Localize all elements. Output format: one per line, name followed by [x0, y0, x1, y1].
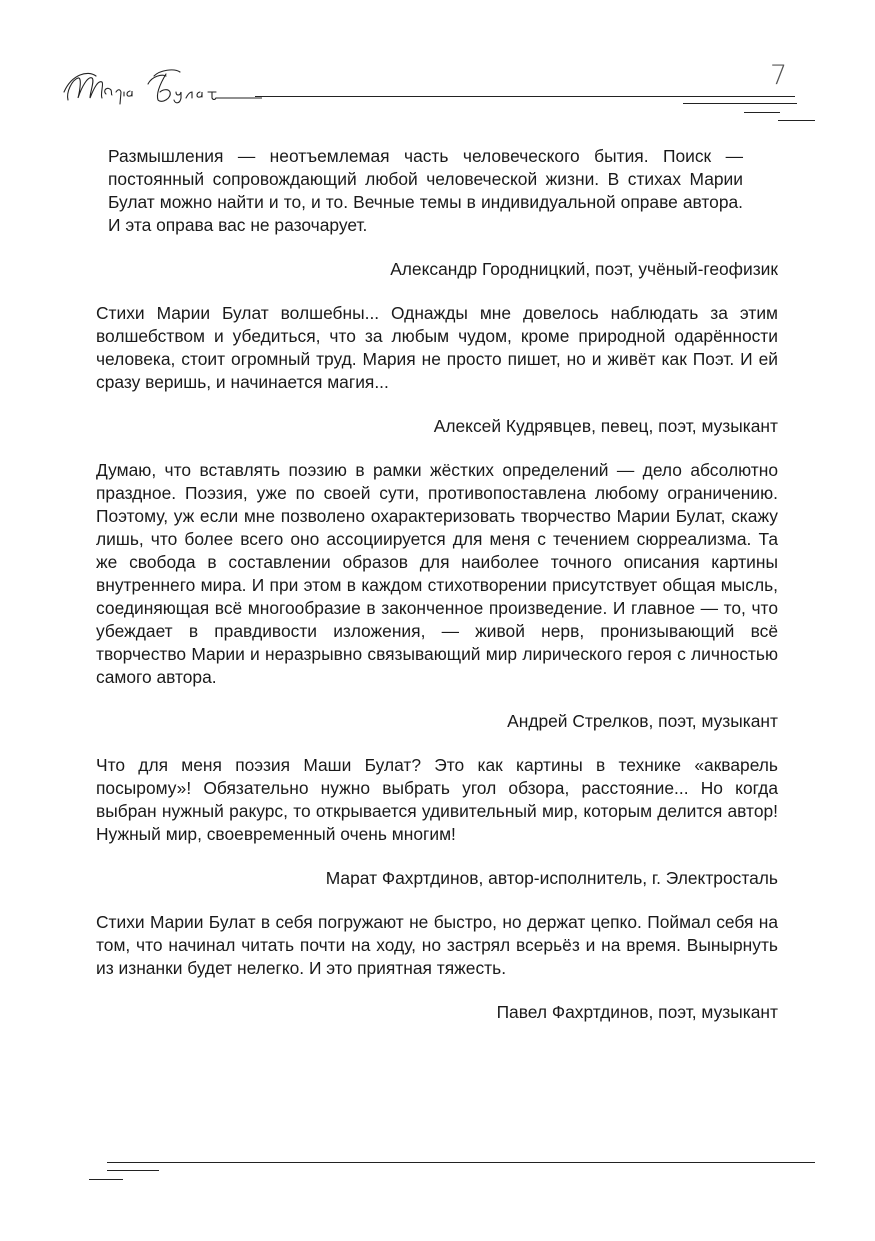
review-item	[96, 754, 778, 890]
header-rule-accent-2	[744, 112, 780, 113]
header-rule-accent-3	[778, 120, 815, 121]
reviews-section	[96, 145, 778, 1024]
author-signature-logo	[62, 62, 262, 110]
page-number: 7	[770, 60, 788, 91]
review-item	[96, 145, 778, 281]
review-text: Думаю, что вставлять поэзию в рамки жёстких определений — дело абсолютно праздное. Поэзия, уже по своей сути, противопоставлена любому ограничению. Поэтому, уж если мне позволено охарактеризовать творчество Марии Булат, скажу лишь, что более всего оно ассоциируется для меня с течением сюрреализма. Та же свобода в составлении образов для наиболее точного описания картины внутреннего мира. И при этом в каждом стихотворении присутствует общая мысль, соединяющая всё многообразие в законченное произведение. И главное — то, что убеждает в правдивости изложения, — живой нерв, пронизывающий всё творчество Марии и неразрывно связывающий мир лирического героя с личностью самого автора.	[96, 460, 778, 687]
footer-rule-accent-2	[89, 1179, 123, 1180]
footer-rule-main	[107, 1162, 815, 1163]
review-text: Что для меня поэзия Маши Булат? Это как картины в технике «акварель посырому»! Обязательно нужно выбрать угол обзора, расстояние... Но когда выбран нужный ракурс, то открывается удивительный мир, которым делится автор! Нужный мир, своевременный очень многим!	[96, 755, 778, 844]
review-author: Павел Фахртдинов, поэт, музыкант	[496, 1002, 778, 1022]
review-author: Алексей Кудрявцев, певец, поэт, музыкант	[433, 416, 778, 436]
review-item	[96, 911, 778, 1024]
header-rule-accent-1	[683, 103, 797, 104]
review-text: Стихи Марии Булат волшебны... Однажды мне довелось наблюдать за этим волшебством и убедиться, что за любым чудом, кроме природной одарённости человека, стоит огромный труд. Мария не просто пишет, но и живёт как Поэт. И ей сразу веришь, и начинается магия...	[96, 303, 778, 392]
review-author: Александр Городницкий, поэт, учёный-геофизик	[390, 259, 778, 279]
review-text: Размышления — неотъемлемая часть человеческого бытия. Поиск — постоянный сопровождающий любой человеческой жизни. В стихах Марии Булат можно найти и то, и то. Вечные темы в индивидуальной оправе автора. И эта оправа вас не разочарует.	[108, 146, 743, 235]
review-item	[96, 302, 778, 438]
review-item	[96, 459, 778, 733]
review-text: Стихи Марии Булат в себя погружают не быстро, но держат цепко. Поймал себя на том, что начинал читать почти на ходу, но застрял всерьёз и на время. Вынырнуть из изнанки будет нелегко. И это приятная тяжесть.	[96, 912, 778, 978]
review-author: Андрей Стрелков, поэт, музыкант	[507, 711, 778, 731]
header-rule-main	[255, 96, 795, 97]
footer-rule-accent-1	[107, 1170, 159, 1171]
review-author: Марат Фахртдинов, автор-исполнитель, г. Электросталь	[325, 868, 778, 888]
